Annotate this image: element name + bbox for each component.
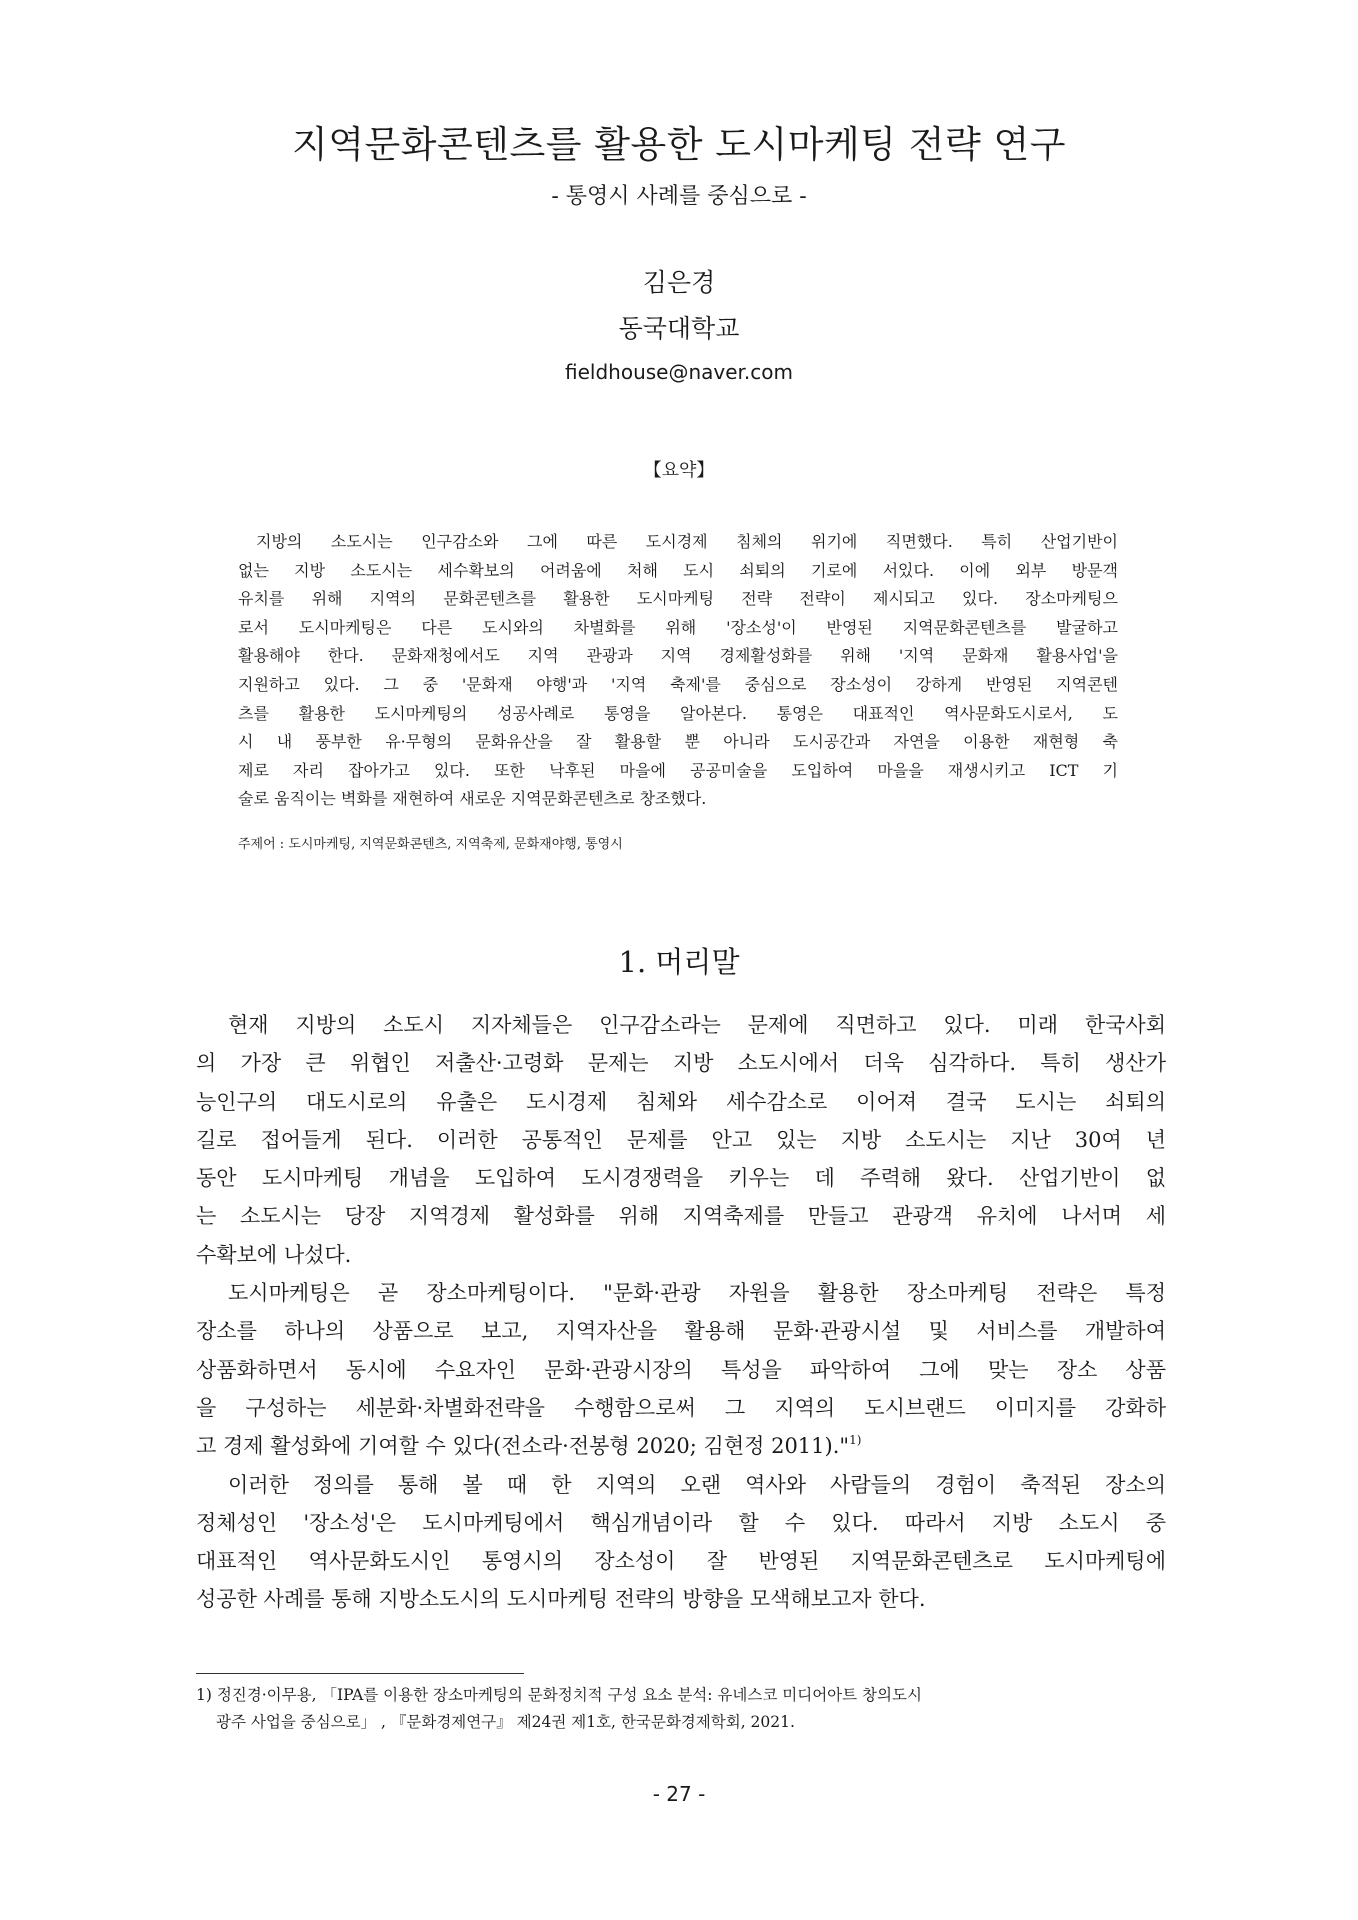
body-line: 는 소도시는 당장 지역경제 활성화를 위해 지역축제를 만들고 관광객 유치에 나서며 세 [196, 1204, 1166, 1229]
keywords: 주제어 : 도시마케팅, 지역문화콘텐츠, 지역축제, 문화재야행, 통영시 [238, 837, 623, 852]
body-line: 수확보에 나섰다. [196, 1242, 352, 1267]
footnote-line: 1) 정진경·이무용, 「IPA를 이용한 장소마케팅의 문화정치적 구성 요소 분석: 유네스코 미디어아트 창의도시 [196, 1686, 922, 1704]
body-line: 의 가장 큰 위협인 저출산·고령화 문제는 지방 소도시에서 더욱 심각하다. 특히 생산가 [196, 1051, 1166, 1076]
body-line: 도시마케팅은 곧 장소마케팅이다. "문화·관광 자원을 활용한 장소마케팅 전략은 특정 [228, 1281, 1166, 1306]
abstract-line: 로서 도시마케팅은 다른 도시와의 차별화를 위해 '장소성'이 반영된 지역문화콘텐츠를 발굴하고 [238, 617, 1118, 637]
body-line-with-footnote [196, 1427, 1166, 1465]
footnote-line: 광주 사업을 중심으로」 , 『문화경제연구』 제24권 제1호, 한국문화경제학회, 2021. [216, 1713, 795, 1731]
abstract-line: 지원하고 있다. 그 중 '문화재 야행'과 '지역 축제'를 중심으로 장소성이 강하게 반영된 지역콘텐 [238, 674, 1118, 694]
paper-subtitle: - 통영시 사례를 중심으로 - [551, 184, 807, 209]
abstract-line: 유치를 위해 지역의 문화콘텐츠를 활용한 도시마케팅 전략 전략이 제시되고 있다. 장소마케팅으 [238, 589, 1118, 609]
author-email: fieldhouse@naver.com [565, 360, 793, 384]
abstract-line: 지방의 소도시는 인구감소와 그에 따른 도시경제 침체의 위기에 직면했다. 특히 산업기반이 [256, 532, 1118, 551]
abstract-block [238, 528, 1118, 814]
body-line: 동안 도시마케팅 개념을 도입하여 도시경쟁력을 키우는 데 주력해 왔다. 산업기반이 없 [196, 1166, 1166, 1191]
body-line: 현재 지방의 소도시 지자체들은 인구감소라는 문제에 직면하고 있다. 미래 한국사회 [228, 1013, 1166, 1037]
page-number: - 27 - [652, 1782, 706, 1806]
body-line: 성공한 사례를 통해 지방소도시의 도시마케팅 전략의 방향을 모색해보고자 한다. [196, 1587, 926, 1612]
footnote-divider [196, 1673, 524, 1674]
section-heading: 1. 머리말 [618, 945, 740, 979]
abstract-heading: 【요약】 [643, 460, 715, 481]
footnote [196, 1682, 1166, 1736]
abstract-line: 없는 지방 소도시는 세수확보의 어려움에 처해 도시 쇠퇴의 기로에 서있다. 이에 외부 방문객 [238, 560, 1118, 580]
body-line: 상품화하면서 동시에 수요자인 문화·관광시장의 특성을 파악하여 그에 맞는 장소 상품 [196, 1357, 1166, 1382]
body-line: 능인구의 대도시로의 유출은 도시경제 침체와 세수감소로 이어져 결국 도시는 쇠퇴의 [196, 1089, 1166, 1114]
body-line: 을 구성하는 세분화·차별화전략을 수행함으로써 그 지역의 도시브랜드 이미지를 강화하 [196, 1395, 1166, 1420]
author-name: 김은경 [642, 268, 716, 297]
body-text [196, 1006, 1166, 1619]
body-line: 대표적인 역사문화도시인 통영시의 장소성이 잘 반영된 지역문화콘텐츠로 도시마케팅에 [196, 1549, 1166, 1574]
abstract-line: 제로 자리 잡아가고 있다. 또한 낙후된 마을에 공공미술을 도입하여 마을을 재생시키고 ICT 기 [238, 760, 1118, 780]
body-line: 이러한 정의를 통해 볼 때 한 지역의 오랜 역사와 사람들의 경험이 축적된 장소의 [228, 1472, 1166, 1497]
body-line: 길로 접어들게 된다. 이러한 공통적인 문제를 안고 있는 지방 소도시는 지난 30여 년 [196, 1127, 1166, 1152]
abstract-line: 활용해야 한다. 문화재청에서도 지역 관광과 지역 경제활성화를 위해 '지역 문화재 활용사업'을 [238, 646, 1118, 666]
abstract-line: 츠를 활용한 도시마케팅의 성공사례로 통영을 알아본다. 통영은 대표적인 역사문화도시로서, 도 [238, 703, 1118, 723]
abstract-line: 술로 움직이는 벽화를 재현하여 새로운 지역문화콘텐츠로 창조했다. [238, 789, 707, 809]
paper-title: 지역문화콘텐츠를 활용한 도시마케팅 전략 연구 [292, 123, 1066, 166]
body-line: 정체성인 '장소성'은 도시마케팅에서 핵심개념이라 할 수 있다. 따라서 지방 소도시 중 [196, 1510, 1166, 1535]
body-line-text: 고 경제 활성화에 기여할 수 있다(전소라·전봉형 2020; 김현정 2011)." [196, 1434, 850, 1459]
author-affiliation: 동국대학교 [618, 314, 740, 343]
footnote-reference[interactable]: 1) [849, 1433, 862, 1448]
body-line: 장소를 하나의 상품으로 보고, 지역자산을 활용해 문화·관광시설 및 서비스를 개발하여 [196, 1319, 1166, 1344]
abstract-line: 시 내 풍부한 유·무형의 문화유산을 잘 활용할 뿐 아니라 도시공간과 자연을 이용한 재현형 축 [238, 732, 1118, 752]
